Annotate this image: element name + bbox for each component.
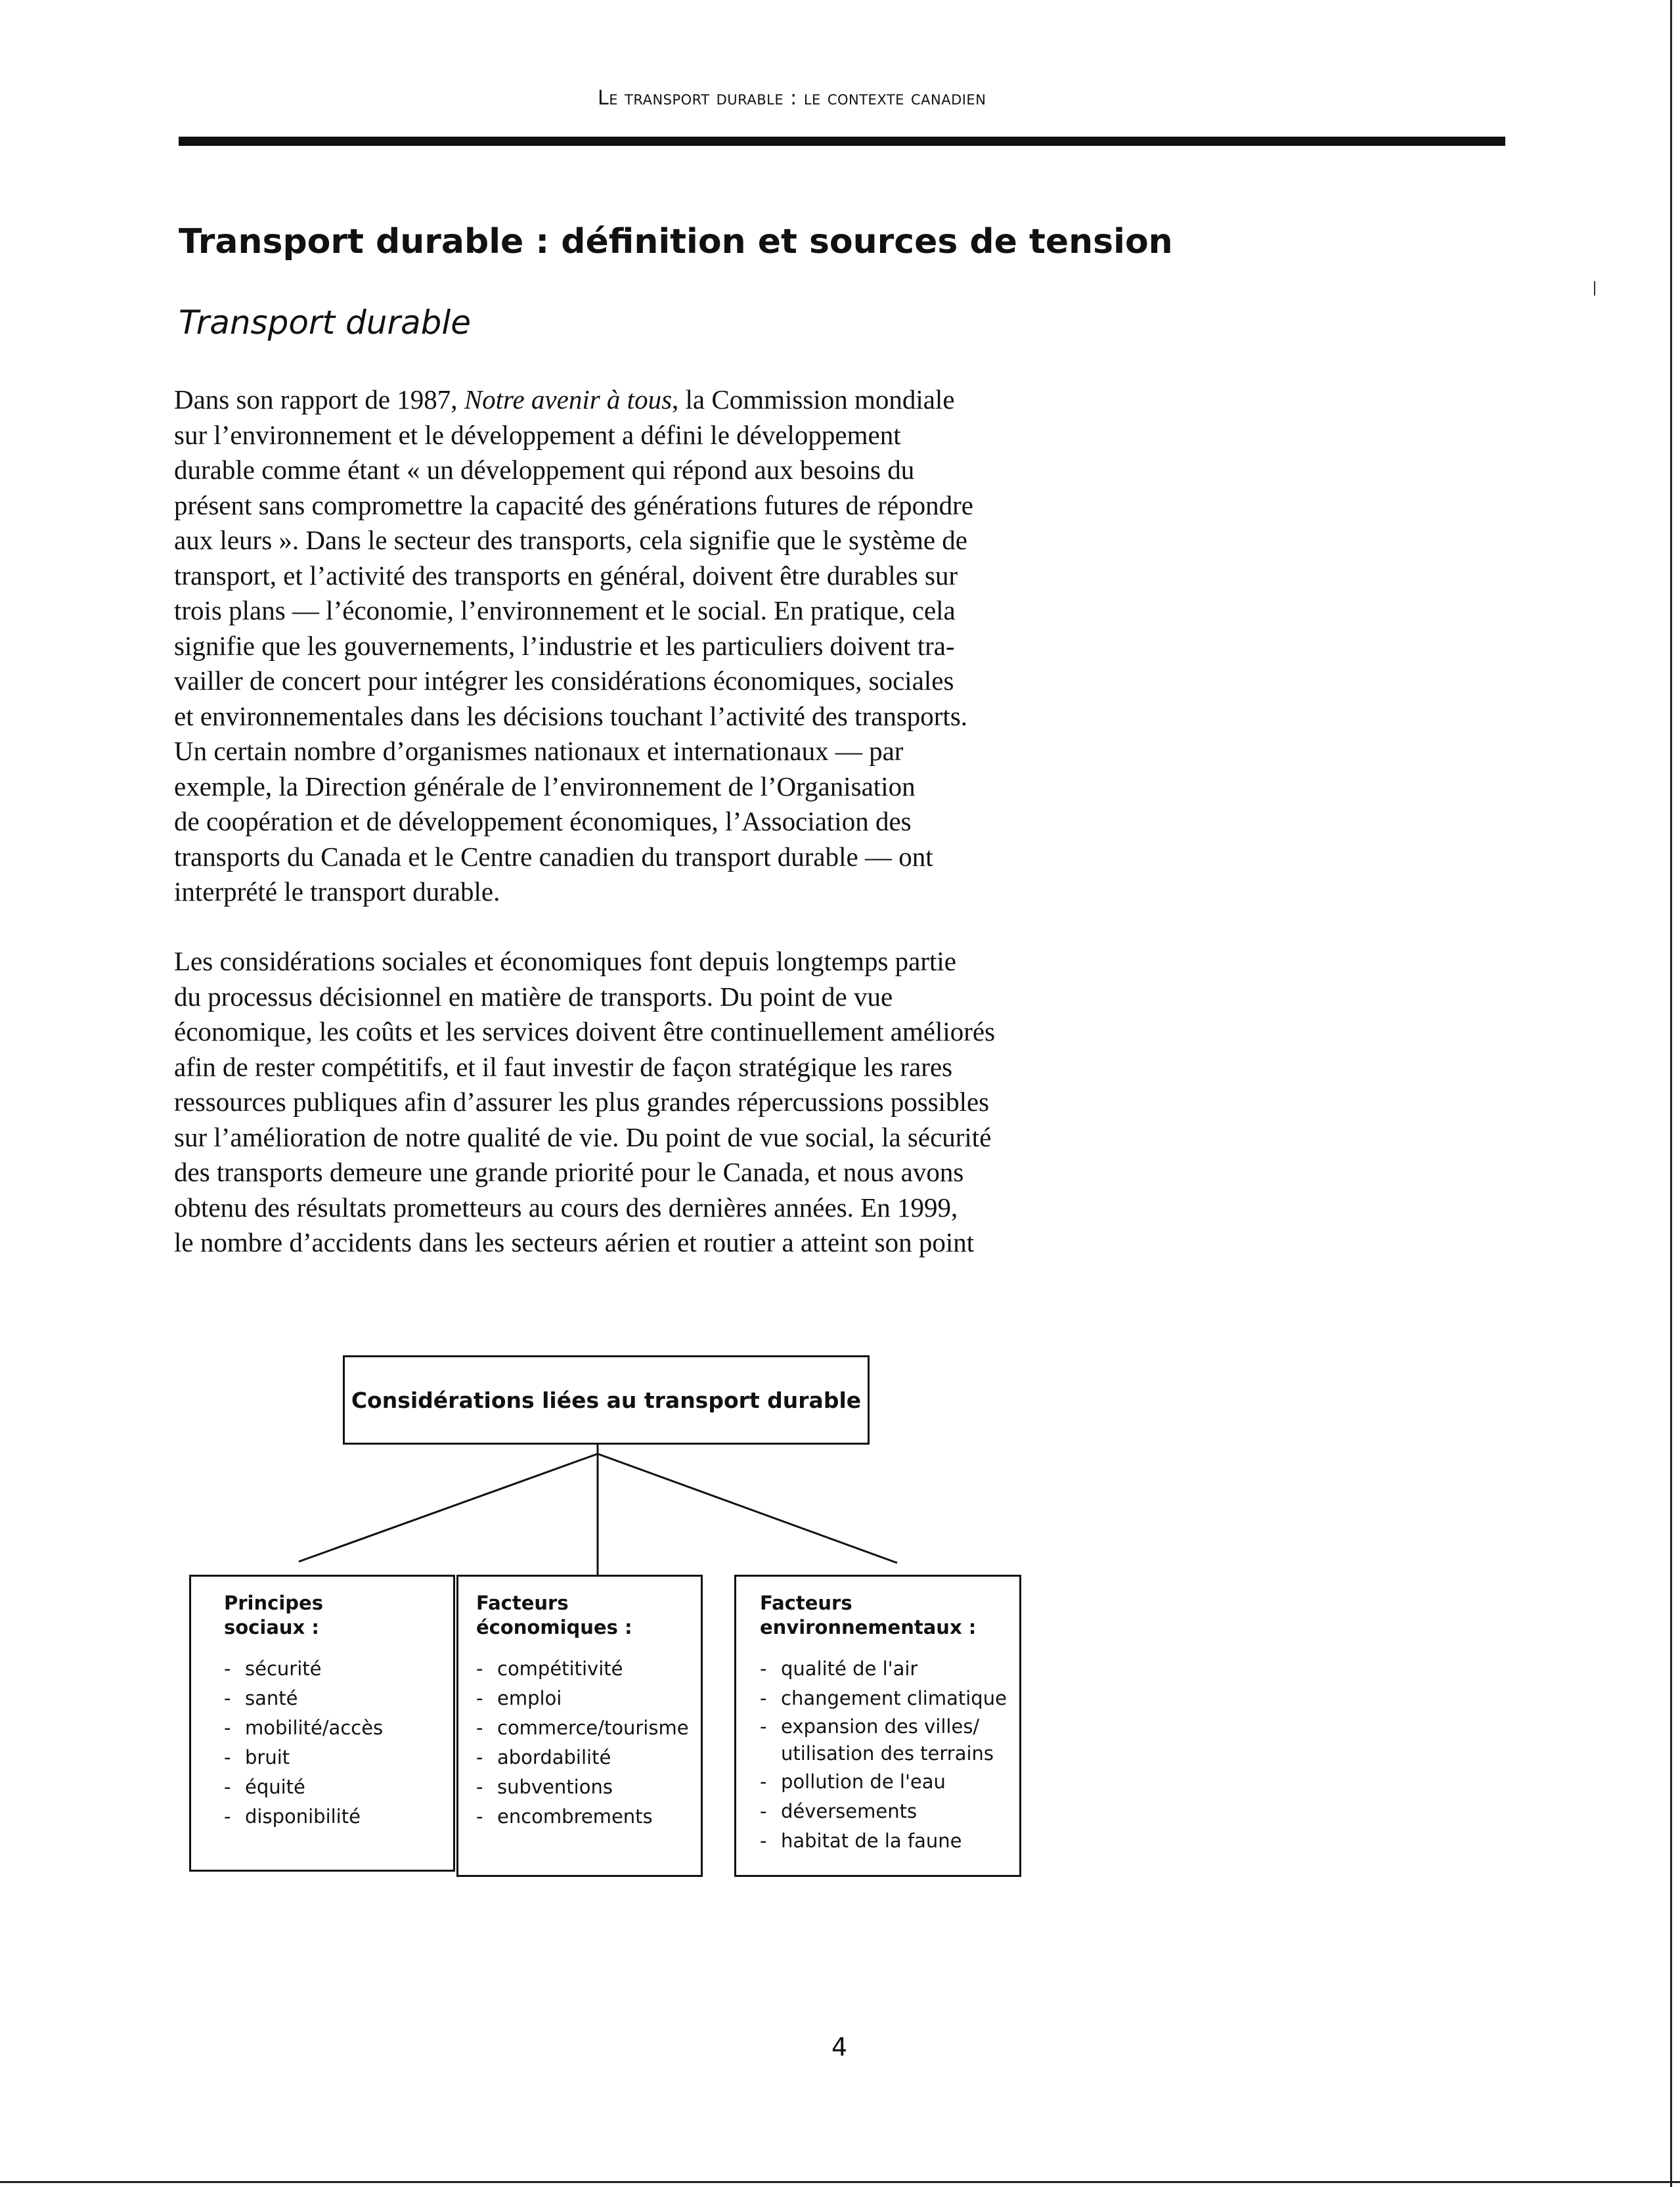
category-list	[476, 1654, 701, 1832]
diagram-root-box	[343, 1355, 870, 1445]
text-line: du processus décisionnel en matière de transports. Du point de vue	[174, 981, 893, 1012]
text-line: transports du Canada et le Centre canadien du transport durable — ont	[174, 841, 933, 872]
category-title: Principes sociaux :	[224, 1592, 323, 1638]
text-line: durable comme étant « un développement qui répond aux besoins du	[174, 455, 915, 485]
category-box-environmental	[734, 1575, 1021, 1877]
list-item: - commerce/tourisme	[476, 1717, 689, 1739]
text-line: sur l’environnement et le développement a défini le développement	[174, 419, 901, 450]
list-item: - bruit	[224, 1746, 290, 1769]
page-number: 4	[831, 2033, 848, 2062]
subsection-title: Transport durable	[179, 304, 471, 342]
text-line: obtenu des résultats prometteurs au cours des dernières années. En 1999,	[174, 1192, 958, 1223]
text-line: économique, les coûts et les services doivent être continuellement améliorés	[174, 1016, 996, 1047]
text-line: le nombre d’accidents dans les secteurs aérien et routier a atteint son point	[174, 1227, 975, 1257]
category-box-economic	[456, 1575, 703, 1877]
connector-right	[598, 1454, 897, 1563]
text-line: Un certain nombre d’organismes nationaux et internationaux — par	[174, 736, 904, 766]
text-line: ressources publiques afin d’assurer les plus grandes répercussions possibles	[174, 1087, 990, 1117]
text-line: vailler de concert pour intégrer les considérations économiques, sociales	[174, 665, 954, 696]
diagram-root-label: Considérations liées au transport durable	[351, 1387, 862, 1413]
text-line: sur l’amélioration de notre qualité de vie. Du point de vue social, la sécurité	[174, 1121, 992, 1152]
connector-left	[299, 1454, 598, 1562]
text-line: Les considérations sociales et économiques font depuis longtemps partie	[174, 946, 956, 976]
book-title: Notre avenir à tous	[464, 384, 673, 415]
running-head-text: Le transport durable : le contexte canadien	[598, 87, 986, 110]
list-item: - santé	[224, 1687, 298, 1709]
paragraph-considerations	[174, 944, 1133, 1261]
list-item: - sécurité	[224, 1657, 322, 1680]
list-item: - équité	[224, 1776, 305, 1798]
category-title: Facteurs économiques :	[476, 1592, 632, 1638]
text-line: Dans son rapport de 1987, Notre avenir à tous, la Commission mondiale	[174, 384, 955, 415]
list-item: - pollution de l'eau	[760, 1770, 946, 1793]
margin-mark	[1594, 281, 1595, 296]
text-line: trois plans — l’économie, l’environnement et le social. En pratique, cela	[174, 595, 956, 625]
list-item: - qualité de l'air	[760, 1657, 918, 1680]
text-line: signifie que les gouvernements, l’industrie et les particuliers doivent tra-	[174, 630, 955, 661]
text-line: afin de rester compétitifs, et il faut investir de façon stratégique les rares	[174, 1051, 953, 1082]
scan-edge-bottom	[0, 2181, 1680, 2183]
text-line: exemple, la Direction générale de l’environnement de l’Organisation	[174, 771, 916, 801]
text-line: interprété le transport durable.	[174, 876, 500, 907]
category-title: Facteurs environnementaux :	[760, 1592, 977, 1638]
list-item: - expansion des villes/	[760, 1715, 980, 1738]
text-line: présent sans compromettre la capacité des générations futures de répondre	[174, 489, 973, 520]
paragraph-definition	[174, 382, 1133, 910]
section-title: Transport durable : définition et sources de tension	[179, 222, 1173, 261]
text-line: aux leurs ». Dans le secteur des transports, cela signifie que le système de	[174, 525, 967, 555]
text-line: transport, et l’activité des transports en général, doivent être durables sur	[174, 560, 958, 591]
list-item: - mobilité/accès	[224, 1717, 384, 1739]
text-line: et environnementales dans les décisions touchant l’activité des transports.	[174, 700, 968, 731]
category-list	[224, 1654, 453, 1832]
list-item: - habitat de la faune	[760, 1830, 962, 1852]
list-item-continuation: utilisation des terrains	[781, 1742, 994, 1765]
list-item: - abordabilité	[476, 1746, 611, 1769]
text-line: des transports demeure une grande priorité pour le Canada, et nous avons	[174, 1157, 964, 1187]
list-item: - emploi	[476, 1687, 562, 1709]
scan-edge-right	[1670, 0, 1672, 2187]
category-list	[760, 1654, 1019, 1856]
list-item: - compétitivité	[476, 1657, 623, 1680]
category-box-social	[189, 1575, 455, 1872]
list-item: - changement climatique	[760, 1687, 1007, 1709]
list-item: - encombrements	[476, 1805, 653, 1828]
running-head	[598, 87, 986, 110]
list-item: - disponibilité	[224, 1805, 361, 1828]
text-line: de coopération et de développement économiques, l’Association des	[174, 806, 912, 836]
list-item: - déversements	[760, 1800, 917, 1822]
list-item: - subventions	[476, 1776, 613, 1798]
header-rule	[179, 137, 1505, 146]
